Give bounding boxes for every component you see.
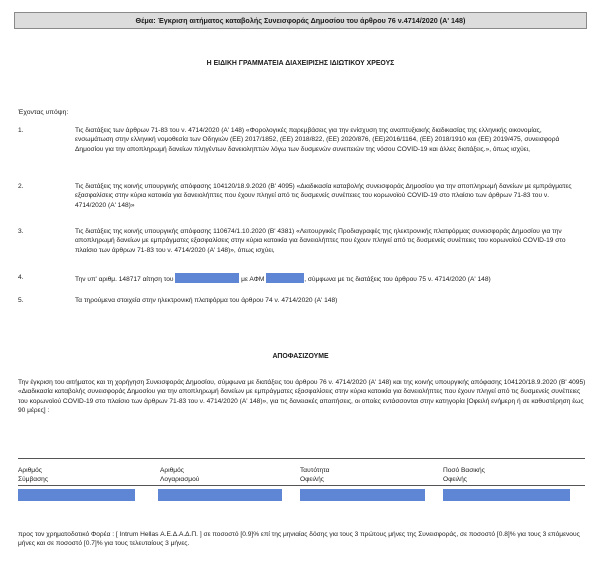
item-text <box>75 273 578 284</box>
item-number: 4. <box>18 274 24 281</box>
item-number: 3. <box>18 228 24 235</box>
redacted-account-number <box>158 489 282 501</box>
column-header-line: Αριθμός <box>160 467 184 474</box>
item-text: Τα τηρούμενα στοιχεία στην ηλεκτρονική πλατφόρμα του άρθρου 74 ν. 4714/2020 (Α' 148) <box>75 297 338 304</box>
column-header <box>300 466 420 485</box>
decision-text: Την έγκριση του αιτήματος και τη χορήγηση Συνεισφοράς Δημοσίου, σύμφωνα με διατάξεις του άρθρου 76 ν. 4714/2020 (Α' 148) και της κοινής υπουργικής απόφασης 104120/18.9.2020 (Β' 4095) «Διαδικασία καταβολής συνεισφοράς Δημοσίου για την αποπληρωμή δανείων με εμπράγματες εξασφαλίσεις στην κύρια κατοικία για δανειολήπτες που έχουν πληγεί από τις δυσμενείς συνέπειες του κορωνοϊού COVID-19 στο πλαίσιο των άρθρων 71-83 του ν. 4714/2020 (Α' 148)», για τις δανειακές απαιτήσεις, οι οποίες εντάσσονται στην κατηγορία [Οφειλή ενήμερη ή σε καθυστέρηση έως 90 μέρες] : <box>18 379 586 415</box>
intro-label: Έχοντας υπόψη: <box>18 109 69 116</box>
item-text: Τις διατάξεις της κοινής υπουργικής απόφασης 104120/18.9.2020 (Β' 4095) «Διαδικασία καταβολής συνεισφοράς Δημοσίου για την αποπληρωμή δανείων με εμπράγματες εξασφαλίσεις στην κύρια κατοικία για δανειολήπτες που έχουν πληγεί από τις δυσμενείς συνέπειες του κορωνοϊού COVID-19 στο πλαίσιο των άρθρων 71-83 του ν. 4714/2020 (Α' 148)» <box>75 183 572 209</box>
redacted-debt-id <box>300 489 425 501</box>
column-header-line: Οφειλής <box>300 476 324 484</box>
column-header-line: Σύμβασης <box>18 476 49 484</box>
redacted-tax-id <box>266 273 304 283</box>
item-text-part: , σύμφωνα με τις διατάξεις του άρθρου 75 ν. 4714/2020 (Α' 148) <box>304 276 491 283</box>
issuing-authority: Η ΕΙΔΙΚΗ ΓΡΑΜΜΑΤΕΙΑ ΔΙΑΧΕΙΡΙΣΗΣ ΙΔΙΩΤΙΚΟΥ ΧΡΕΟΥΣ <box>206 60 395 67</box>
item-text: Τις διατάξεις της κοινής υπουργικής απόφασης 110674/1.10.2020 (Β' 4381) «Λειτουργικές Προδιαγραφές της ηλεκτρονικής πλατφόρμας συνεισφοράς Δημοσίου για την αποπληρωμή δανείων με εμπράγματες εξασφαλίσεις στην κύρια κατοικία για δανειολήπτες που έχουν πληγεί από τις δυσμενείς συνέπειες του κορωνοϊού COVID-19 στο πλαίσιο των άρθρων 71-83 του ν. 4714/2020 (Α' 148)», όπως ισχύει, <box>75 228 566 254</box>
item-text-part: Την υπ' αριθμ. 148717 αίτηση του <box>75 276 174 283</box>
column-header-line: Οφειλής <box>443 476 467 484</box>
item-number: 5. <box>18 297 24 304</box>
column-header-line: Ταυτότητα <box>300 467 330 474</box>
item-text: Τις διατάξεις των άρθρων 71-83 του ν. 4714/2020 (Α' 148) «Φορολογικές παρεμβάσεις για την ενίσχυση της αναπτυξιακής διαδικασίας της ελληνικής οικονομίας, ενσωμάτωση στην ελληνική νομοθεσία των Οδηγιών (ΕΕ) 2017/1852, (ΕΕ) 2018/822, (ΕΕ) 2020/876, (ΕΕ)2016/1164, (ΕΕ) 2018/1910 και (ΕΕ) 2019/475, συνεισφορά Δημοσίου για την αποπληρωμή δανείων πληγέντων δανειοληπτών λόγω των δυσμενών συνεπειών της νόσου COVID-19 και άλλες διατάξεις.», όπως ισχύει, <box>75 127 560 153</box>
redacted-contract-number <box>18 489 135 501</box>
column-header-line: Αριθμός <box>18 467 42 474</box>
redacted-principal-amount <box>443 489 570 501</box>
item-text-part: με ΑΦΜ <box>241 276 265 283</box>
column-header <box>443 466 563 485</box>
table-top-rule <box>18 458 585 459</box>
item-number: 1. <box>18 127 24 134</box>
column-header-line: Λογαριασμού <box>160 476 200 484</box>
item-number: 2. <box>18 183 24 190</box>
footer-text: προς τον χρηματοδοτικό Φορέα : [ Intrum Hellas Α.Ε.Δ.Α.Δ.Π. ] σε ποσοστό [0.9]% επί της μηνιαίας δόσης για τους 3 πρώτους μήνες της Συνεισφοράς, σε ποσοστό [0.8]% για τους 3 επόμενους μήνες και σε ποσοστό [0.7]% για τους τελευταίους 3 μήνες. <box>18 531 580 548</box>
column-header <box>160 466 280 485</box>
redacted-name <box>175 273 239 283</box>
column-header-line: Ποσό Βασικής <box>443 467 485 474</box>
subject-heading: Θέμα: Έγκριση αιτήματος καταβολής Συνεισφοράς Δημοσίου του άρθρου 76 ν.4714/2020 (Α' 148) <box>14 12 587 29</box>
decision-heading: ΑΠΟΦΑΣΙΖΟΥΜΕ <box>272 353 329 360</box>
table-header-rule <box>18 485 585 486</box>
column-header <box>18 466 138 485</box>
